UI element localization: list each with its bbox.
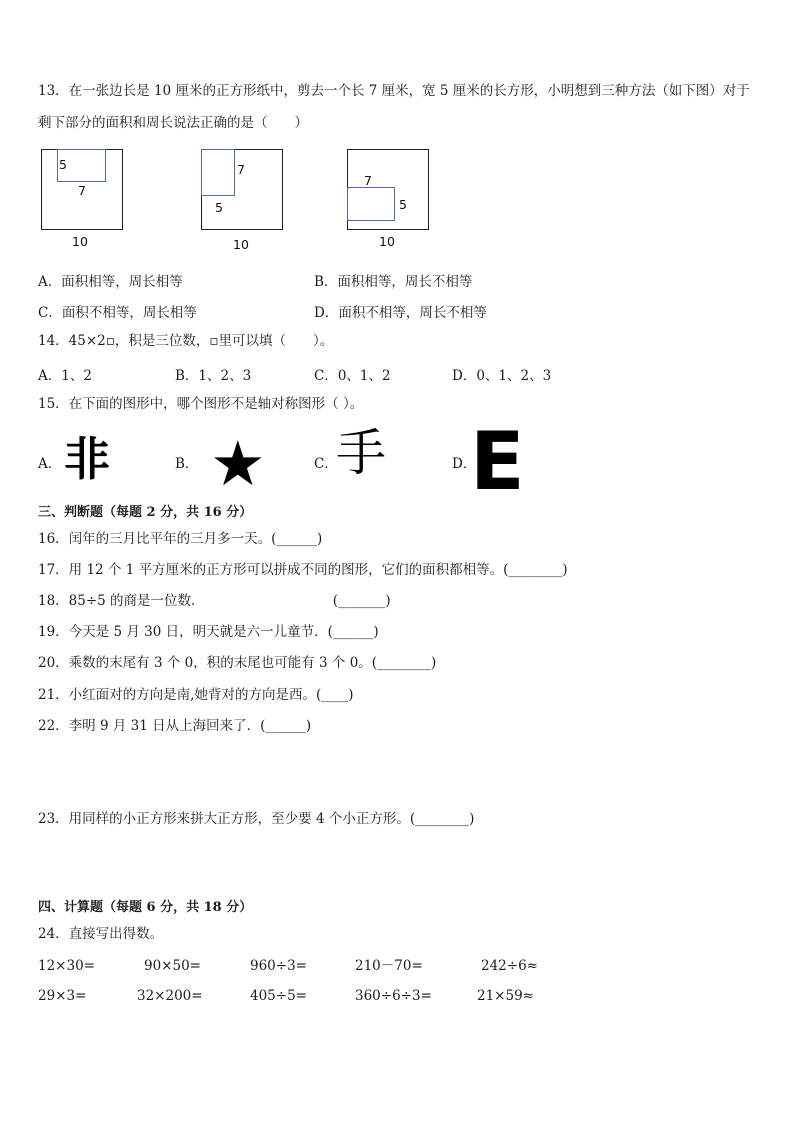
q24-text: 24．直接写出得数。 — [38, 926, 164, 942]
q15-option-b[interactable]: B． — [175, 456, 199, 472]
figure-label-width: 5 — [399, 197, 407, 212]
calc-item: 210－70= — [355, 958, 423, 974]
q13-figure-3 — [347, 149, 431, 249]
q21-text: 21．小红面对的方向是南,她背对的方向是西。(____) — [38, 687, 354, 703]
calc-item: 242÷6≈ — [481, 958, 538, 974]
q23-text: 23．用同样的小正方形来拼大正方形，至少要 4 个小正方形。(________) — [38, 811, 475, 827]
calc-item: 360÷6÷3= — [355, 988, 432, 1004]
q18-text: 18．85÷5 的商是一位数． (_______) — [38, 593, 391, 609]
q14-option-b[interactable]: B．1、2、3 — [175, 368, 252, 384]
figure-cut-rectangle — [347, 187, 395, 221]
shou-character-shape: 手 — [336, 424, 386, 482]
q19-text: 19．今天是 5 月 30 日，明天就是六一儿童节．(______) — [38, 624, 379, 640]
figure-label-width: 5 — [59, 157, 67, 172]
q15-text: 15．在下面的图形中，哪个图形不是轴对称图形（ ）。 — [38, 396, 364, 412]
section-4-heading: 四、计算题（每题 6 分，共 18 分） — [38, 900, 253, 915]
q14-option-c[interactable]: C．0、1、2 — [314, 368, 391, 384]
q15-option-d[interactable]: D． — [452, 456, 477, 472]
q15-option-a[interactable]: A． — [38, 456, 62, 472]
q14-option-d[interactable]: D．0、1、2、3 — [452, 368, 552, 384]
q13-option-c[interactable]: C．面积不相等，周长相等 — [38, 305, 197, 321]
q14-text: 14．45×2▫，积是三位数，▫里可以填（ ）。 — [38, 333, 334, 349]
calc-item: 12×30= — [38, 958, 95, 974]
figure-label-side: 10 — [233, 237, 249, 252]
figure-label-length: 7 — [237, 162, 245, 177]
figure-label-width: 5 — [215, 200, 223, 215]
q13-option-b[interactable]: B．面积相等，周长不相等 — [314, 274, 473, 290]
q13-line1: 13．在一张边长是 10 厘米的正方形纸中，剪去一个长 7 厘米，宽 5 厘米的长方形，小明想到三种方法（如下图）对于 — [38, 83, 750, 99]
q22-text: 22．李明 9 月 31 日从上海回来了．(______) — [38, 718, 312, 734]
figure-label-side: 10 — [379, 234, 395, 249]
figure-label-length: 7 — [78, 183, 86, 198]
calc-item: 90×50= — [144, 958, 201, 974]
section-3-heading: 三、判断题（每题 2 分，共 16 分） — [38, 505, 253, 520]
calc-item: 21×59≈ — [477, 988, 534, 1004]
q13-figure-2 — [201, 149, 285, 254]
q13-figure-1 — [41, 149, 125, 249]
q14-option-a[interactable]: A．1、2 — [38, 368, 92, 384]
calc-item: 29×3= — [38, 988, 87, 1004]
figure-label-side: 10 — [72, 234, 88, 249]
calc-item: 405÷5= — [250, 988, 307, 1004]
q20-text: 20．乘数的末尾有 3 个 0，积的末尾也可能有 3 个 0。(________) — [38, 655, 437, 671]
letter-e-shape: E — [470, 415, 525, 508]
q13-option-a[interactable]: A．面积相等，周长相等 — [38, 274, 183, 290]
calc-item: 960÷3= — [250, 958, 307, 974]
q13-option-d[interactable]: D．面积不相等，周长不相等 — [314, 305, 487, 321]
calc-item: 32×200= — [137, 988, 203, 1004]
fei-character-shape: 非 — [64, 432, 110, 486]
q16-text: 16．闰年的三月比平年的三月多一天。(______) — [38, 531, 323, 547]
q17-text: 17．用 12 个 1 平方厘米的正方形可以拼成不同的图形，它们的面积都相等。(________) — [38, 562, 568, 578]
star-icon: ★ — [210, 427, 266, 500]
figure-cut-rectangle — [201, 149, 235, 196]
q15-option-c[interactable]: C． — [314, 456, 338, 472]
q13-line2: 剩下部分的面积和周长说法正确的是（ ） — [38, 115, 308, 131]
figure-label-length: 7 — [364, 173, 372, 188]
